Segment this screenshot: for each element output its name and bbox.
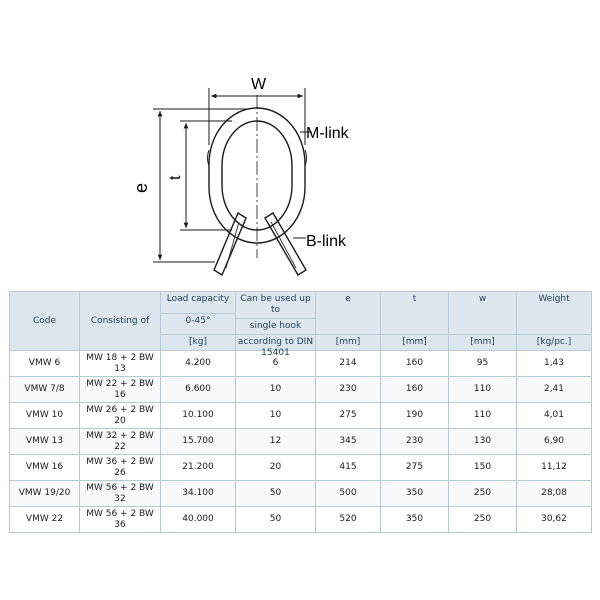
- cell-consisting: MW 32 + 2 BW 22: [80, 429, 161, 455]
- cell-load: 6.600: [161, 377, 236, 403]
- cell-e: 345: [316, 429, 381, 455]
- link-diagram: [0, 0, 600, 290]
- cell-code: VMW 19/20: [10, 481, 80, 507]
- header-code: Code: [10, 292, 80, 351]
- cell-weight: 4,01: [517, 403, 592, 429]
- cell-consisting: MW 26 + 2 BW 20: [80, 403, 161, 429]
- header-e-unit: [mm]: [316, 334, 380, 350]
- t-label: t: [167, 175, 184, 180]
- cell-hook: 12: [236, 429, 316, 455]
- header-load-unit: [kg]: [161, 334, 235, 350]
- cell-load: 34.100: [161, 481, 236, 507]
- table-row: [10, 507, 592, 533]
- header-load-angle: 0-45°: [161, 313, 235, 329]
- e-dimension: [153, 109, 250, 262]
- cell-w: 110: [449, 377, 517, 403]
- table-row: [10, 429, 592, 455]
- b-link-right-shape: [265, 213, 306, 275]
- header-e-title: e: [345, 294, 351, 304]
- b-link-left-shape: [214, 213, 246, 275]
- cell-code: VMW 10: [10, 403, 80, 429]
- header-e: [316, 292, 381, 351]
- table-row: [10, 377, 592, 403]
- cell-hook: 6: [236, 351, 316, 377]
- cell-code: VMW 6: [10, 351, 80, 377]
- cell-consisting: MW 22 + 2 BW 16: [80, 377, 161, 403]
- table-row: [10, 455, 592, 481]
- cell-load: 15.700: [161, 429, 236, 455]
- cell-w: 130: [449, 429, 517, 455]
- cell-e: 415: [316, 455, 381, 481]
- table-header-row: [10, 292, 592, 351]
- cell-code: VMW 7/8: [10, 377, 80, 403]
- cell-t: 190: [381, 403, 449, 429]
- cell-e: 214: [316, 351, 381, 377]
- cell-t: 160: [381, 377, 449, 403]
- header-t-title: t: [412, 294, 417, 304]
- cell-hook: 50: [236, 481, 316, 507]
- header-load-capacity: [161, 292, 236, 351]
- spec-table: [9, 291, 592, 533]
- cell-weight: 11,12: [517, 455, 592, 481]
- cell-weight: 6,90: [517, 429, 592, 455]
- cell-w: 250: [449, 507, 517, 533]
- e-label: e: [131, 182, 151, 193]
- cell-hook: 50: [236, 507, 316, 533]
- w-label: W: [251, 76, 267, 93]
- cell-t: 350: [381, 481, 449, 507]
- cell-hook: 20: [236, 455, 316, 481]
- cell-load: 21.200: [161, 455, 236, 481]
- cell-e: 500: [316, 481, 381, 507]
- cell-consisting: MW 36 + 2 BW 26: [80, 455, 161, 481]
- table-row: [10, 403, 592, 429]
- header-weight-unit: [kg/pc.]: [517, 334, 591, 350]
- cell-hook: 10: [236, 377, 316, 403]
- cell-load: 4.200: [161, 351, 236, 377]
- cell-load: 10.100: [161, 403, 236, 429]
- cell-weight: 2,41: [517, 377, 592, 403]
- cell-weight: 1,43: [517, 351, 592, 377]
- cell-consisting: MW 18 + 2 BW 13: [80, 351, 161, 377]
- cell-e: 230: [316, 377, 381, 403]
- cell-hook: 10: [236, 403, 316, 429]
- header-consisting: Consisting of: [80, 292, 161, 351]
- cell-t: 160: [381, 351, 449, 377]
- header-w-unit: [mm]: [449, 334, 516, 350]
- cell-consisting: MW 56 + 2 BW 36: [80, 507, 161, 533]
- header-w-title: w: [478, 294, 487, 304]
- header-weight: [517, 292, 592, 351]
- table-row: [10, 481, 592, 507]
- b-link-label: B-link: [306, 233, 347, 250]
- header-w: [449, 292, 517, 351]
- cell-t: 350: [381, 507, 449, 533]
- header-hook-title: Can be used up to: [240, 294, 311, 315]
- cell-load: 40.000: [161, 507, 236, 533]
- cell-t: 275: [381, 455, 449, 481]
- cell-code: VMW 22: [10, 507, 80, 533]
- header-load-title: Load capacity: [166, 294, 230, 304]
- header-t: [381, 292, 449, 351]
- cell-e: 520: [316, 507, 381, 533]
- cell-e: 275: [316, 403, 381, 429]
- header-hook-mid: single hook: [236, 318, 315, 334]
- cell-consisting: MW 56 + 2 BW 32: [80, 481, 161, 507]
- m-link-label: M-link: [306, 125, 349, 142]
- header-hook: [236, 292, 316, 358]
- t-dimension: [180, 121, 232, 230]
- cell-code: VMW 16: [10, 455, 80, 481]
- cell-weight: 30,62: [517, 507, 592, 533]
- header-hook-din: according to DIN 15401: [236, 334, 315, 361]
- cell-w: 110: [449, 403, 517, 429]
- cell-w: 250: [449, 481, 517, 507]
- header-weight-title: Weight: [538, 294, 570, 304]
- header-t-unit: [mm]: [381, 334, 448, 350]
- cell-w: 150: [449, 455, 517, 481]
- cell-w: 95: [449, 351, 517, 377]
- cell-t: 230: [381, 429, 449, 455]
- cell-weight: 28,08: [517, 481, 592, 507]
- cell-code: VMW 13: [10, 429, 80, 455]
